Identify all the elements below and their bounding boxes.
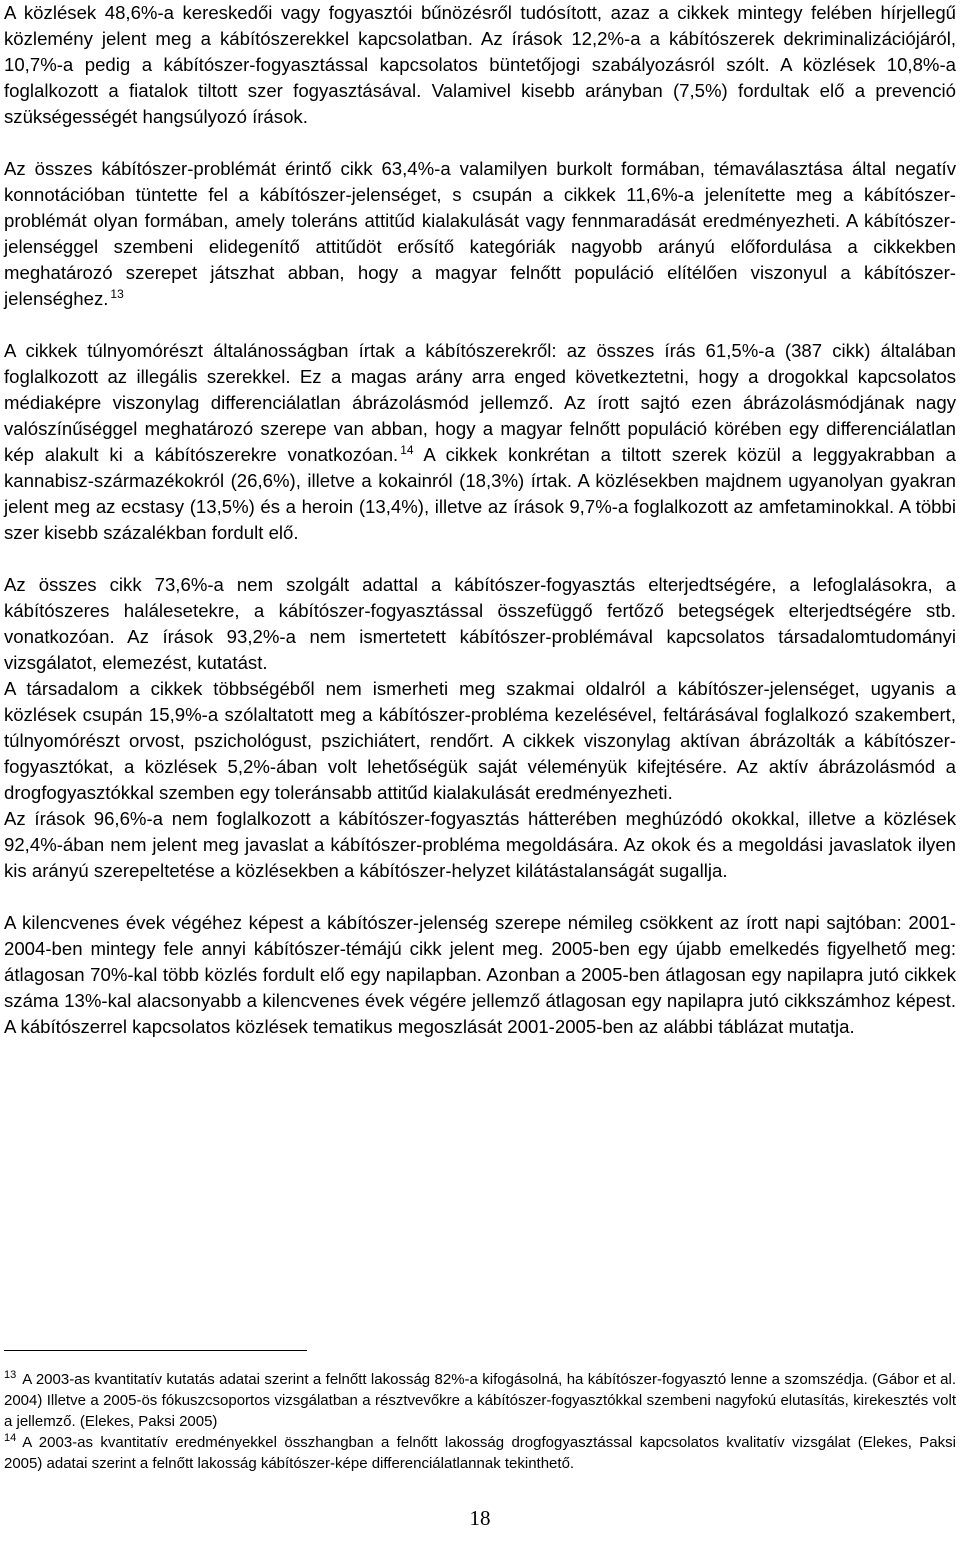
footnote-number-13: 13	[4, 1369, 17, 1381]
footnote-separator	[4, 1350, 307, 1351]
paragraph-7-text: A kilencvenes évek végéhez képest a kábítószer-jelenség szerepe némileg csökkent az írott napi sajtóban: 2001-2004-ben mintegy fele annyi kábítószer-témájú cikk jelent meg. 2005-ben egy újabb emelkedés figyelhető meg: átlagosan 70%-kal több közlés fordult elő egy napilapban. Azonban a 2005-ben átlagosan egy napilapra jutó cikkek száma 13%-kal alacsonyabb a kilencvenes évek végére jellemző átlagosan egy napilapra jutó cikkszámhoz képest. A kábítószerrel kapcsolatos közlések tematikus megoszlását 2001-2005-ben az alábbi táblázat mutatja.	[4, 912, 956, 1037]
paragraph-7	[4, 910, 956, 1040]
paragraph-6-text: Az írások 96,6%-a nem foglalkozott a kábítószer-fogyasztás hátterében meghúzódó okokkal, illetve a közlések 92,4%-ában nem jelent meg javaslat a kábítószer-probléma megoldására. Az okok és a megoldási javaslatok ilyen kis arányú szerepeltetése a közlésekben a kábítószer-helyzet kilátástalanságát sugallja.	[4, 808, 956, 881]
footnote-ref-14[interactable]: 14	[400, 443, 414, 457]
page-number: 18	[469, 1506, 491, 1530]
paragraph-1-text: A közlések 48,6%-a kereskedői vagy fogyasztói bűnözésről tudósított, azaz a cikkek mintegy felében hírjellegű közlemény jelent meg a kábítószerekkel kapcsolatban. Az írások 12,2%-a a kábítószerek dekriminalizációjáról, 10,7%-a pedig a kábítószer-fogyasztással kapcsolatos büntetőjogi szabályozásról szólt. A közlések 10,8%-a foglalkozott a fiatalok tiltott szer fogyasztásával. Valamivel kisebb arányban (7,5%) fordultak elő a prevenció szükségességét hangsúlyozó írások.	[4, 2, 956, 127]
footnote-ref-13[interactable]: 13	[110, 287, 124, 301]
paragraph-2	[4, 156, 956, 312]
paragraph-1	[4, 0, 956, 130]
footnote-14-text: A 2003-as kvantitatív eredményekkel összhangban a felnőtt lakosság drogfogyasztással kapcsolatos kvalitatív vizsgálat (Elekes, Paksi 2005) adatai szerint a felnőtt lakosság kábítószer-képe differenciálatlannak tekinthető.	[4, 1434, 956, 1472]
footnote-14	[4, 1432, 956, 1474]
footnote-number-14: 14	[4, 1432, 17, 1444]
paragraph-5-text: A társadalom a cikkek többségéből nem ismerheti meg szakmai oldalról a kábítószer-jelenséget, ugyanis a közlések csupán 15,9%-a szólaltatott meg a kábítószer-probléma kezelésével, feltárásával foglalkozó szakembert, túlnyomórészt orvost, pszichológust, pszichiátert, rendőrt. A cikkek viszonylag aktívan ábrázolták a kábítószer-fogyasztókat, a közlések 5,2%-ában volt lehetőségük saját véleményük kifejtésére. Az aktív ábrázolásmód a drogfogyasztókkal szemben egy toleránsabb attitűd kialakulását eredményezheti.	[4, 678, 956, 803]
paragraph-6	[4, 806, 956, 884]
paragraph-5	[4, 676, 956, 806]
footnote-13	[4, 1369, 956, 1432]
footnote-13-text: A 2003-as kvantitatív kutatás adatai szerint a felnőtt lakosság 82%-a kifogásolná, ha kábítószer-fogyasztó lenne a szomszédja. (Gábor et al. 2004) Illetve a 2005-ös fókuszcsoportos vizsgálatban a résztvevőkre a kábítószer-fogyasztókkal szembeni nagyfokú elutasítás, kirekesztés volt a jellemző. (Elekes, Paksi 2005)	[4, 1371, 956, 1430]
body-text	[4, 0, 956, 1040]
document-page	[4, 0, 956, 1541]
footnotes	[4, 1369, 956, 1474]
paragraph-2-text: Az összes kábítószer-problémát érintő cikk 63,4%-a valamilyen burkolt formában, témaválasztása által negatív konnotációban tüntette fel a kábítószer-jelenséget, s csupán a cikkek 11,6%-a jelenítette meg a kábítószer-problémát olyan formában, amely toleráns attitűd kialakulását vagy fennmaradását eredményezheti. A kábítószer-jelenséggel szembeni elidegenítő attitűdöt erősítő kategóriák nagyobb arányú előfordulása a cikkekben meghatározó szerepet játszhat abban, hogy a magyar felnőtt populáció elítélően viszonyul a kábítószer-jelenséghez.	[4, 158, 956, 309]
paragraph-4	[4, 572, 956, 676]
paragraph-3-text: A cikkek túlnyomórészt általánosságban írtak a kábítószerekről: az összes írás 61,5%-a (387 cikk) általában foglalkozott az illegális szerekkel. Ez a magas arány arra enged következtetni, hogy a drogokkal kapcsolatos médiaképre viszonylag differenciálatlan ábrázolásmód jellemző. Az írott sajtó ezen ábrázolásmódjának nagy valószínűséggel meghatározó szerepe van abban, hogy a magyar felnőtt populáció körében egy differenciálatlan kép alakult ki a kábítószerekre vonatkozóan.	[4, 340, 956, 465]
paragraph-3	[4, 338, 956, 546]
paragraph-3-text-after: A cikkek konkrétan a tiltott szerek közül a leggyakrabban a kannabisz-származékokról (26,6%), illetve a kokainról (18,3%) írtak. A közlésekben majdnem ugyanolyan gyakran jelent meg az ecstasy (13,5%) és a heroin (13,4%), illetve az írások 9,7%-a foglalkozott az amfetaminokkal. A többi szer kisebb százalékban fordult elő.	[4, 444, 957, 543]
paragraph-4-text: Az összes cikk 73,6%-a nem szolgált adattal a kábítószer-fogyasztás elterjedtségére, a lefoglalásokra, a kábítószeres halálesetekre, a kábítószer-fogyasztással összefüggő fertőző betegségek elterjedtségére stb. vonatkozóan. Az írások 93,2%-a nem ismertetett kábítószer-problémával kapcsolatos társadalomtudományi vizsgálatot, elemezést, kutatást.	[4, 574, 956, 673]
